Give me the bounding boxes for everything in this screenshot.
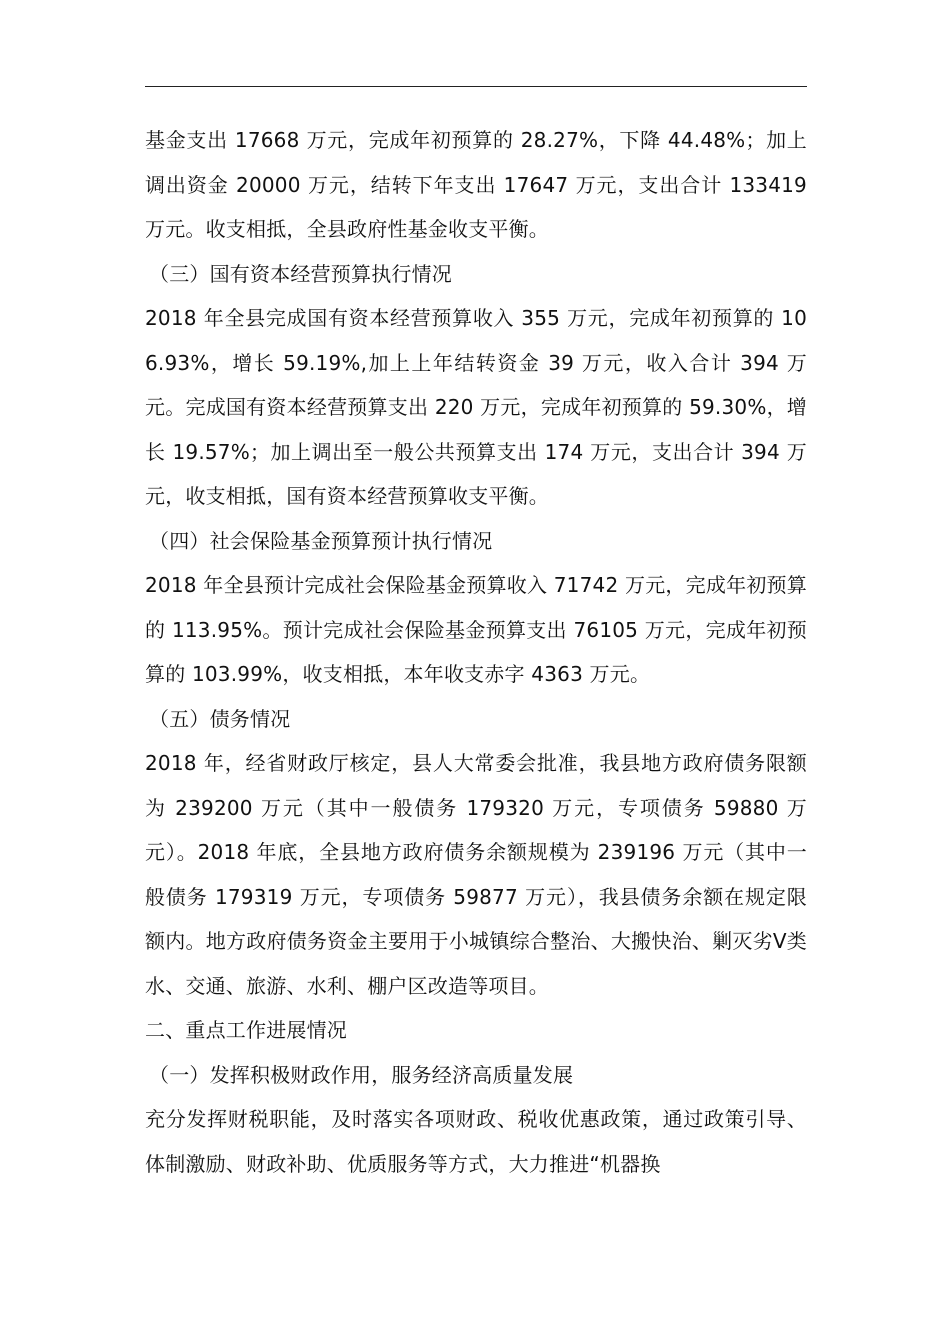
paragraph-social-insurance: 2018 年全县预计完成社会保险基金预算收入 71742 万元，完成年初预算的 113.95%。预计完成社会保险基金预算支出 76105 万元，完成年初预算的 103.99%，收支相抵，本年收支赤字 4363 万元。 xyxy=(145,573,807,686)
header-rule xyxy=(145,86,807,87)
paragraph-fiscal-role: 充分发挥财税职能，及时落实各项财政、税收优惠政策，通过政策引导、体制激励、财政补助、优质服务等方式，大力推进“机器换 xyxy=(145,1107,807,1176)
paragraph-debt: 2018 年，经省财政厅核定，县人大常委会批准，我县地方政府债务限额为 239200 万元（其中一般债务 179320 万元，专项债务 59880 万元）。2018 年底，全县地方政府债务余额规模为 239196 万元（其中一般债务 179319 万元，专项债务 59877 万元），我县债务余额在规定限额内。地方政府债务资金主要用于小城镇综合整治、大搬快治、剿灭劣Ⅴ类水、交通、旅游、水利、棚户区改造等项目。 xyxy=(145,751,807,998)
chapter-heading-key-work: 二、重点工作进展情况 xyxy=(145,1018,347,1042)
paragraph-fund-expenditure: 基金支出 17668 万元，完成年初预算的 28.27%，下降 44.48%；加上调出资金 20000 万元，结转下年支出 17647 万元，支出合计 133419 万元。收支相抵，全县政府性基金收支平衡。 xyxy=(145,128,807,241)
section-heading-debt: （五）债务情况 xyxy=(149,706,291,731)
section-heading-fiscal-role: （一）发挥积极财政作用，服务经济高质量发展 xyxy=(149,1062,574,1087)
section-heading-social-insurance: （四）社会保险基金预算预计执行情况 xyxy=(149,528,493,553)
paragraph-state-capital: 2018 年全县完成国有资本经营预算收入 355 万元，完成年初预算的 106.93%，增长 59.19%,加上上年结转资金 39 万元，收入合计 394 万元。完成国有资本经营预算支出 220 万元，完成年初预算的 59.30%，增长 19.57%；加上调出至一般公共预算支出 174 万元，支出合计 394 万元，收支相抵，国有资本经营预算收支平衡。 xyxy=(145,306,807,508)
document-body xyxy=(145,118,807,1186)
section-heading-state-capital: （三）国有资本经营预算执行情况 xyxy=(149,261,452,286)
